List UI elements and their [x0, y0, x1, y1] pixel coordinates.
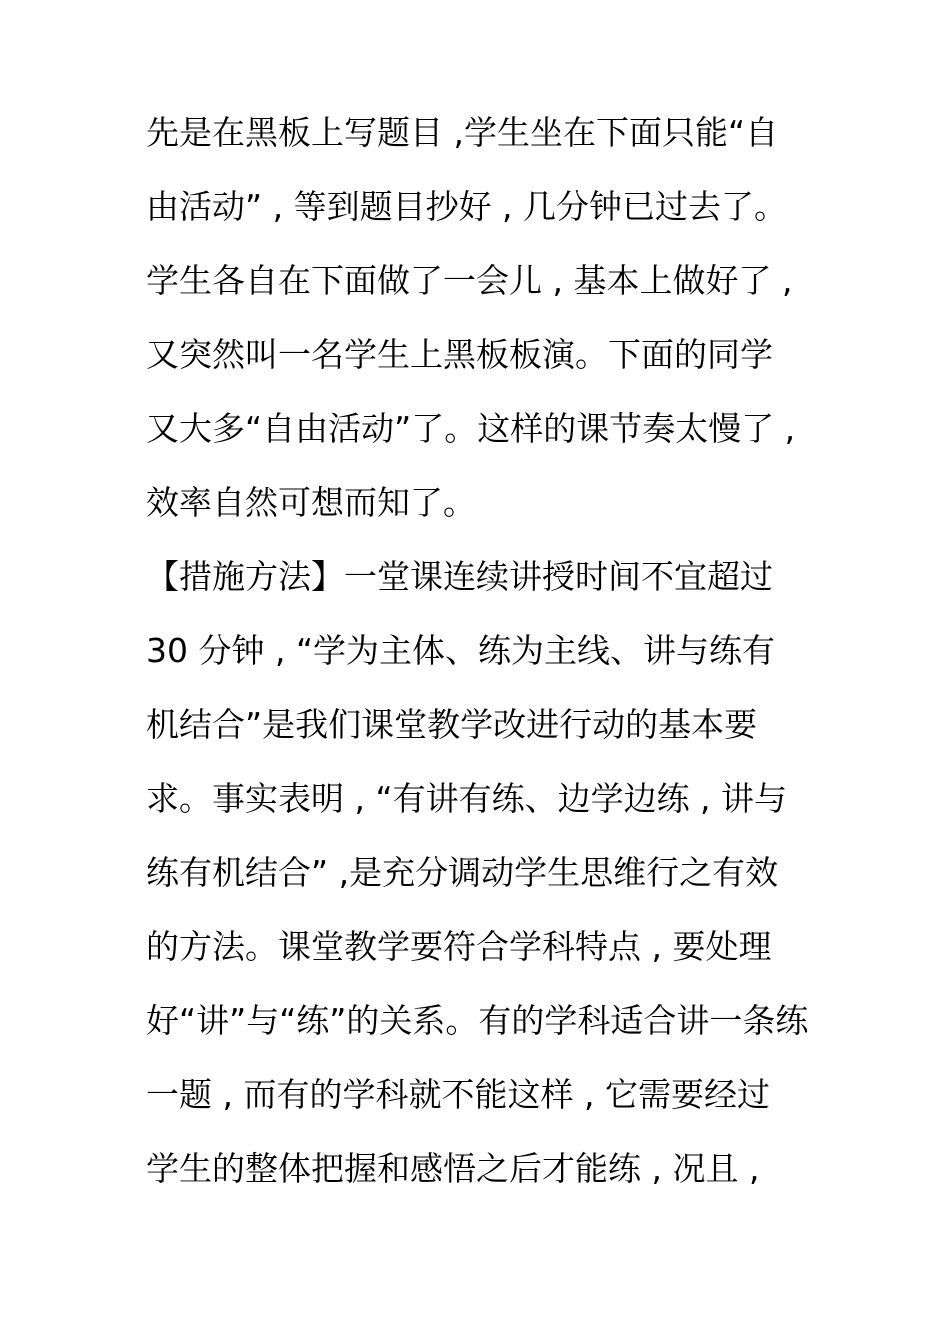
text-line-1: 先是在黑板上写题目 ,学生坐在下面只能“自 [146, 113, 779, 152]
text-line-4: 又突然叫一名学生上黑板板演。下面的同学 [146, 335, 773, 374]
text-line-10: 求。事实表明 , “有讲有练、边学边练 , 讲与 [146, 779, 788, 818]
body-text [146, 96, 846, 1206]
text-line-6: 效率自然可想而知了。 [146, 483, 476, 522]
text-line-2: 由活动” , 等到题目抄好 , 几分钟已过去了。 [146, 187, 788, 226]
text-line-12: 的方法。课堂教学要符合学科特点 , 要处理 [146, 927, 772, 966]
text-line-15: 学生的整体把握和感悟之后才能练 , 况且 , [146, 1149, 760, 1188]
text-line-5: 又大多“自由活动”了。这样的课节奏太慢了 , [146, 409, 796, 448]
text-line-14: 一题 , 而有的学科就不能这样 , 它需要经过 [146, 1075, 770, 1114]
text-line-7: 【措施方法】一堂课连续讲授时间不宜超过 [146, 557, 773, 596]
text-line-11: 练有机结合” ,是充分调动学生思维行之有效 [146, 853, 779, 892]
text-line-9: 机结合”是我们课堂教学改进行动的基本要 [146, 705, 758, 744]
text-line-3: 学生各自在下面做了一会儿 , 基本上做好了 , [146, 261, 793, 300]
text-line-8: 30 分钟 , “学为主体、练为主线、讲与练有 [146, 631, 776, 670]
text-line-13: 好“讲”与“练”的关系。有的学科适合讲一条练 [146, 1001, 809, 1040]
